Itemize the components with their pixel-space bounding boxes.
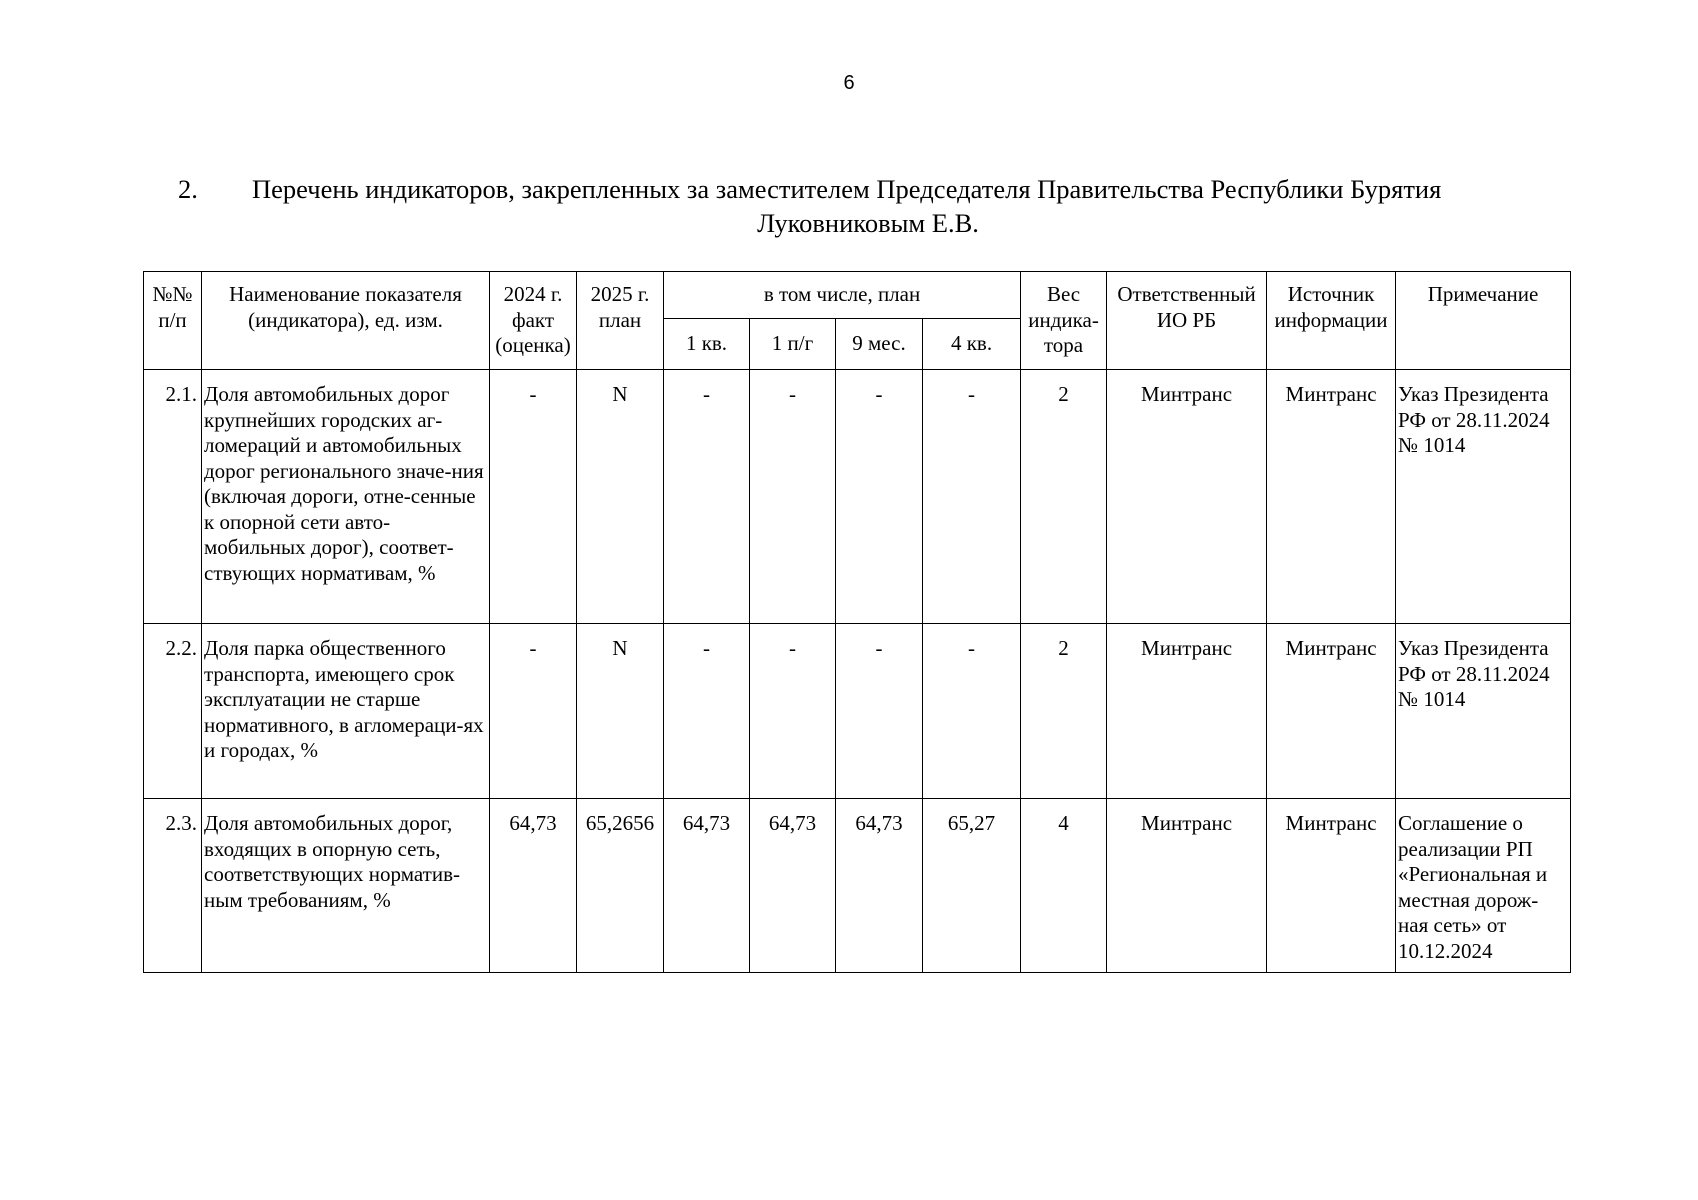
section-heading xyxy=(178,172,1558,240)
9m-cell: - xyxy=(836,370,923,624)
weight-cell: 2 xyxy=(1021,624,1107,799)
table-row xyxy=(144,624,1571,799)
fact-2024-cell: - xyxy=(490,370,577,624)
heading-line-2: Луковниковым Е.В. xyxy=(757,208,979,238)
source-cell: Минтранс xyxy=(1267,370,1396,624)
q1-cell: 64,73 xyxy=(664,799,750,973)
h1-cell: - xyxy=(750,370,836,624)
q1-cell: - xyxy=(664,624,750,799)
table-row xyxy=(144,370,1571,624)
fact-2024-cell: - xyxy=(490,624,577,799)
header-name: Наименование показателя (индикатора), ед. изм. xyxy=(202,272,490,370)
responsible-cell: Минтранс xyxy=(1107,799,1267,973)
indicators-table xyxy=(143,271,1571,973)
fact-2024-cell: 64,73 xyxy=(490,799,577,973)
header-row xyxy=(144,272,1571,319)
header-note: Примечание xyxy=(1396,272,1571,370)
row-number: 2.1. xyxy=(144,370,202,624)
header-num: №№ п/п xyxy=(144,272,202,370)
plan-2025-cell: N xyxy=(577,370,664,624)
header-9m: 9 мес. xyxy=(836,319,923,370)
indicator-name: Доля автомобильных дорог крупнейших городских аг-ломераций и автомобильных дорог регионального значе-ния (включая дороги, отне-сенные к опорной сети авто-мобильных дорог), соответ-ствующих нормативам, % xyxy=(202,370,490,624)
responsible-cell: Минтранс xyxy=(1107,624,1267,799)
header-source: Источник информации xyxy=(1267,272,1396,370)
plan-2025-cell: N xyxy=(577,624,664,799)
responsible-cell: Минтранс xyxy=(1107,370,1267,624)
q1-cell: - xyxy=(664,370,750,624)
table-row xyxy=(144,799,1571,973)
indicator-name: Доля парка общественного транспорта, имеющего срок эксплуатации не старше нормативного, в агломераци-ях и городах, % xyxy=(202,624,490,799)
weight-cell: 4 xyxy=(1021,799,1107,973)
9m-cell: - xyxy=(836,624,923,799)
source-cell: Минтранс xyxy=(1267,624,1396,799)
header-plan-2025: 2025 г. план xyxy=(577,272,664,370)
note-cell: Соглашение о реализации РП «Региональная и местная дорож-ная сеть» от 10.12.2024 xyxy=(1396,799,1571,973)
q4-cell: 65,27 xyxy=(923,799,1021,973)
row-number: 2.3. xyxy=(144,799,202,973)
q4-cell: - xyxy=(923,370,1021,624)
header-h1: 1 п/г xyxy=(750,319,836,370)
9m-cell: 64,73 xyxy=(836,799,923,973)
h1-cell: 64,73 xyxy=(750,799,836,973)
header-fact-2024: 2024 г. факт (оценка) xyxy=(490,272,577,370)
header-q4: 4 кв. xyxy=(923,319,1021,370)
source-cell: Минтранс xyxy=(1267,799,1396,973)
heading-line-1: Перечень индикаторов, закрепленных за заместителем Председателя Правительства Республики Бурятия xyxy=(252,174,1442,204)
header-q1: 1 кв. xyxy=(664,319,750,370)
h1-cell: - xyxy=(750,624,836,799)
header-incl-plan: в том числе, план xyxy=(664,272,1021,319)
q4-cell: - xyxy=(923,624,1021,799)
section-number: 2. xyxy=(178,174,198,204)
header-responsible: Ответственный ИО РБ xyxy=(1107,272,1267,370)
note-cell: Указ Президента РФ от 28.11.2024 № 1014 xyxy=(1396,624,1571,799)
page-number: 6 xyxy=(843,72,855,94)
indicator-name: Доля автомобильных дорог, входящих в опорную сеть, соответствующих норматив-ным требованиям, % xyxy=(202,799,490,973)
plan-2025-cell: 65,2656 xyxy=(577,799,664,973)
note-cell: Указ Президента РФ от 28.11.2024 № 1014 xyxy=(1396,370,1571,624)
weight-cell: 2 xyxy=(1021,370,1107,624)
row-number: 2.2. xyxy=(144,624,202,799)
header-weight: Вес индика-тора xyxy=(1021,272,1107,370)
